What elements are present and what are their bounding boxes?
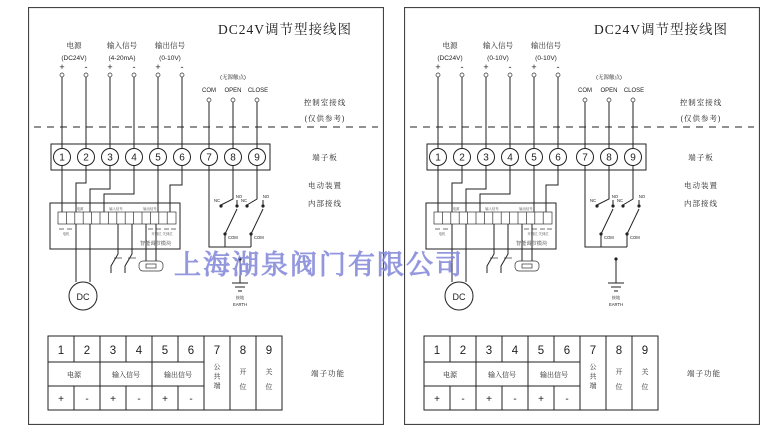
- module-group-2: 输入信号: [485, 207, 499, 211]
- nc-label: NC: [240, 198, 248, 203]
- output-signal-label: 输出信号: [531, 41, 561, 50]
- dc-motor-label: DC: [76, 292, 90, 302]
- wiring-diagram: [404, 7, 760, 425]
- svg-text:-: -: [461, 394, 465, 405]
- svg-text:公共端: 公共端: [589, 364, 597, 390]
- svg-text:电源: 电源: [443, 372, 457, 379]
- internal-wiring-label-2: 内部接线: [684, 199, 718, 208]
- internal-wiring-label-1: 电动装置: [684, 181, 718, 190]
- ground-label-en: EARTH: [232, 302, 248, 307]
- module-group-1: 电源: [452, 207, 460, 211]
- svg-text:8: 8: [606, 152, 612, 164]
- svg-text:8: 8: [615, 345, 623, 357]
- nc-label: NC: [213, 198, 221, 203]
- wiring-panel: [28, 7, 384, 425]
- com-label: COM: [578, 88, 592, 94]
- svg-text:+: +: [58, 394, 64, 405]
- control-room-ref: (仅供参考): [304, 114, 346, 123]
- power-range: (DC24V): [437, 55, 463, 62]
- svg-text:电源: 电源: [67, 372, 81, 379]
- close-label: CLOSE: [623, 88, 645, 94]
- polarity-sign: +: [59, 62, 65, 72]
- svg-text:3: 3: [107, 152, 113, 164]
- svg-text:-: -: [513, 394, 517, 405]
- polarity-sign: -: [556, 62, 560, 72]
- no-label: NO: [262, 194, 270, 199]
- svg-text:-: -: [565, 394, 569, 405]
- svg-text:+: +: [538, 394, 544, 405]
- control-room-ref: (仅供参考): [680, 114, 722, 123]
- ground-label-en: EARTH: [608, 302, 624, 307]
- svg-text:6: 6: [563, 345, 571, 357]
- module-sub-left: 电机: [62, 232, 70, 236]
- svg-text:+: +: [486, 394, 492, 405]
- terminal-function-label: 端子功能: [687, 369, 721, 378]
- svg-text:6: 6: [179, 152, 185, 164]
- terminal-board-label: 端子板: [312, 153, 338, 162]
- polarity-sign: -: [180, 62, 184, 72]
- module-group-3: 输出信号: [519, 207, 533, 211]
- polarity-sign: -: [460, 62, 464, 72]
- svg-text:关位: 关位: [641, 369, 649, 391]
- control-room-label: 控制室接线: [303, 98, 347, 107]
- svg-text:+: +: [434, 394, 440, 405]
- module-sub-right: 开到位 关到位: [527, 232, 549, 236]
- svg-text:+: +: [110, 394, 116, 405]
- dc-motor-label: DC: [452, 292, 466, 302]
- svg-text:开位: 开位: [239, 369, 247, 391]
- control-room-label: 控制室接线: [679, 98, 723, 107]
- com-switch-label: COM: [228, 235, 238, 240]
- wiring-panel: [404, 7, 760, 425]
- svg-text:8: 8: [239, 345, 247, 357]
- power-label: 电源: [442, 41, 458, 50]
- module-group-3: 输出信号: [143, 207, 157, 211]
- polarity-sign: +: [483, 62, 489, 72]
- input-signal-range: (4-20mA): [108, 55, 136, 62]
- svg-text:4: 4: [131, 152, 137, 164]
- polarity-sign: +: [155, 62, 161, 72]
- svg-text:7: 7: [582, 152, 588, 164]
- svg-text:5: 5: [161, 345, 169, 357]
- svg-text:1: 1: [435, 152, 441, 164]
- dry-contact-note: (无源触点): [220, 75, 246, 81]
- svg-text:关位: 关位: [265, 369, 273, 391]
- polarity-sign: +: [435, 62, 441, 72]
- output-signal-range: (0-10V): [535, 55, 557, 62]
- diagram-title: DC24V调节型接线图: [593, 22, 729, 37]
- internal-wiring-label-1: 电动装置: [308, 181, 342, 190]
- module-sub-left: 电机: [438, 232, 446, 236]
- com-switch-label: COM: [604, 235, 614, 240]
- wiring-diagram: [28, 7, 384, 425]
- polarity-sign: +: [531, 62, 537, 72]
- output-signal-range: (0-10V): [159, 55, 181, 62]
- svg-text:4: 4: [507, 152, 513, 164]
- svg-text:输入信号: 输入信号: [112, 372, 140, 379]
- open-label: OPEN: [600, 88, 618, 94]
- terminal-board-label: 端子板: [688, 153, 714, 162]
- svg-text:输出信号: 输出信号: [540, 372, 568, 379]
- power-range: (DC24V): [61, 55, 87, 62]
- ground-label-cn: 接地: [611, 295, 621, 300]
- power-label: 电源: [66, 41, 82, 50]
- module-label: 智能调节模块: [516, 241, 548, 247]
- svg-text:2: 2: [83, 152, 89, 164]
- svg-text:输出信号: 输出信号: [164, 372, 192, 379]
- svg-text:5: 5: [155, 152, 161, 164]
- no-label: NO: [611, 194, 619, 199]
- svg-text:1: 1: [433, 345, 441, 357]
- polarity-sign: -: [84, 62, 88, 72]
- svg-text:7: 7: [213, 345, 221, 357]
- com-switch-label: COM: [254, 235, 264, 240]
- dry-contact-note: (无源触点): [596, 75, 622, 81]
- nc-label: NC: [616, 198, 624, 203]
- svg-text:+: +: [162, 394, 168, 405]
- svg-text:8: 8: [230, 152, 236, 164]
- no-label: NO: [235, 194, 243, 199]
- module-group-2: 输入信号: [109, 207, 123, 211]
- svg-text:9: 9: [254, 152, 260, 164]
- svg-text:2: 2: [83, 345, 91, 357]
- input-signal-range: (0-10V): [487, 55, 509, 62]
- polarity-sign: -: [508, 62, 512, 72]
- com-label: COM: [202, 88, 216, 94]
- svg-text:-: -: [189, 394, 193, 405]
- input-signal-label: 输入信号: [107, 41, 137, 50]
- close-label: CLOSE: [247, 88, 269, 94]
- svg-text:3: 3: [109, 345, 117, 357]
- svg-text:4: 4: [135, 345, 143, 357]
- svg-text:1: 1: [57, 345, 65, 357]
- polarity-sign: +: [107, 62, 113, 72]
- internal-wiring-label-2: 内部接线: [308, 199, 342, 208]
- svg-text:-: -: [85, 394, 89, 405]
- svg-text:开位: 开位: [615, 369, 623, 391]
- svg-text:3: 3: [483, 152, 489, 164]
- svg-text:5: 5: [537, 345, 545, 357]
- svg-text:6: 6: [187, 345, 195, 357]
- svg-text:-: -: [137, 394, 141, 405]
- svg-text:7: 7: [206, 152, 212, 164]
- no-label: NO: [638, 194, 646, 199]
- company-watermark: 上海湖泉阀门有限公司: [174, 250, 464, 280]
- module-label: 智能调节模块: [140, 241, 172, 247]
- module-sub-right: 开到位 关到位: [151, 232, 173, 236]
- com-switch-label: COM: [630, 235, 640, 240]
- module-group-1: 电源: [76, 207, 84, 211]
- svg-text:9: 9: [641, 345, 649, 357]
- polarity-sign: -: [132, 62, 136, 72]
- output-signal-label: 输出信号: [155, 41, 185, 50]
- svg-text:9: 9: [265, 345, 273, 357]
- svg-text:7: 7: [589, 345, 597, 357]
- svg-text:4: 4: [511, 345, 519, 357]
- diagram-title: DC24V调节型接线图: [217, 22, 353, 37]
- svg-text:1: 1: [59, 152, 65, 164]
- ground-label-cn: 接地: [235, 295, 245, 300]
- svg-text:6: 6: [555, 152, 561, 164]
- svg-text:2: 2: [459, 345, 467, 357]
- svg-text:5: 5: [531, 152, 537, 164]
- input-signal-label: 输入信号: [483, 41, 513, 50]
- terminal-function-label: 端子功能: [311, 369, 345, 378]
- svg-text:9: 9: [630, 152, 636, 164]
- svg-text:3: 3: [485, 345, 493, 357]
- nc-label: NC: [589, 198, 597, 203]
- open-label: OPEN: [224, 88, 242, 94]
- svg-text:2: 2: [459, 152, 465, 164]
- svg-text:输入信号: 输入信号: [488, 372, 516, 379]
- svg-text:公共端: 公共端: [213, 364, 221, 390]
